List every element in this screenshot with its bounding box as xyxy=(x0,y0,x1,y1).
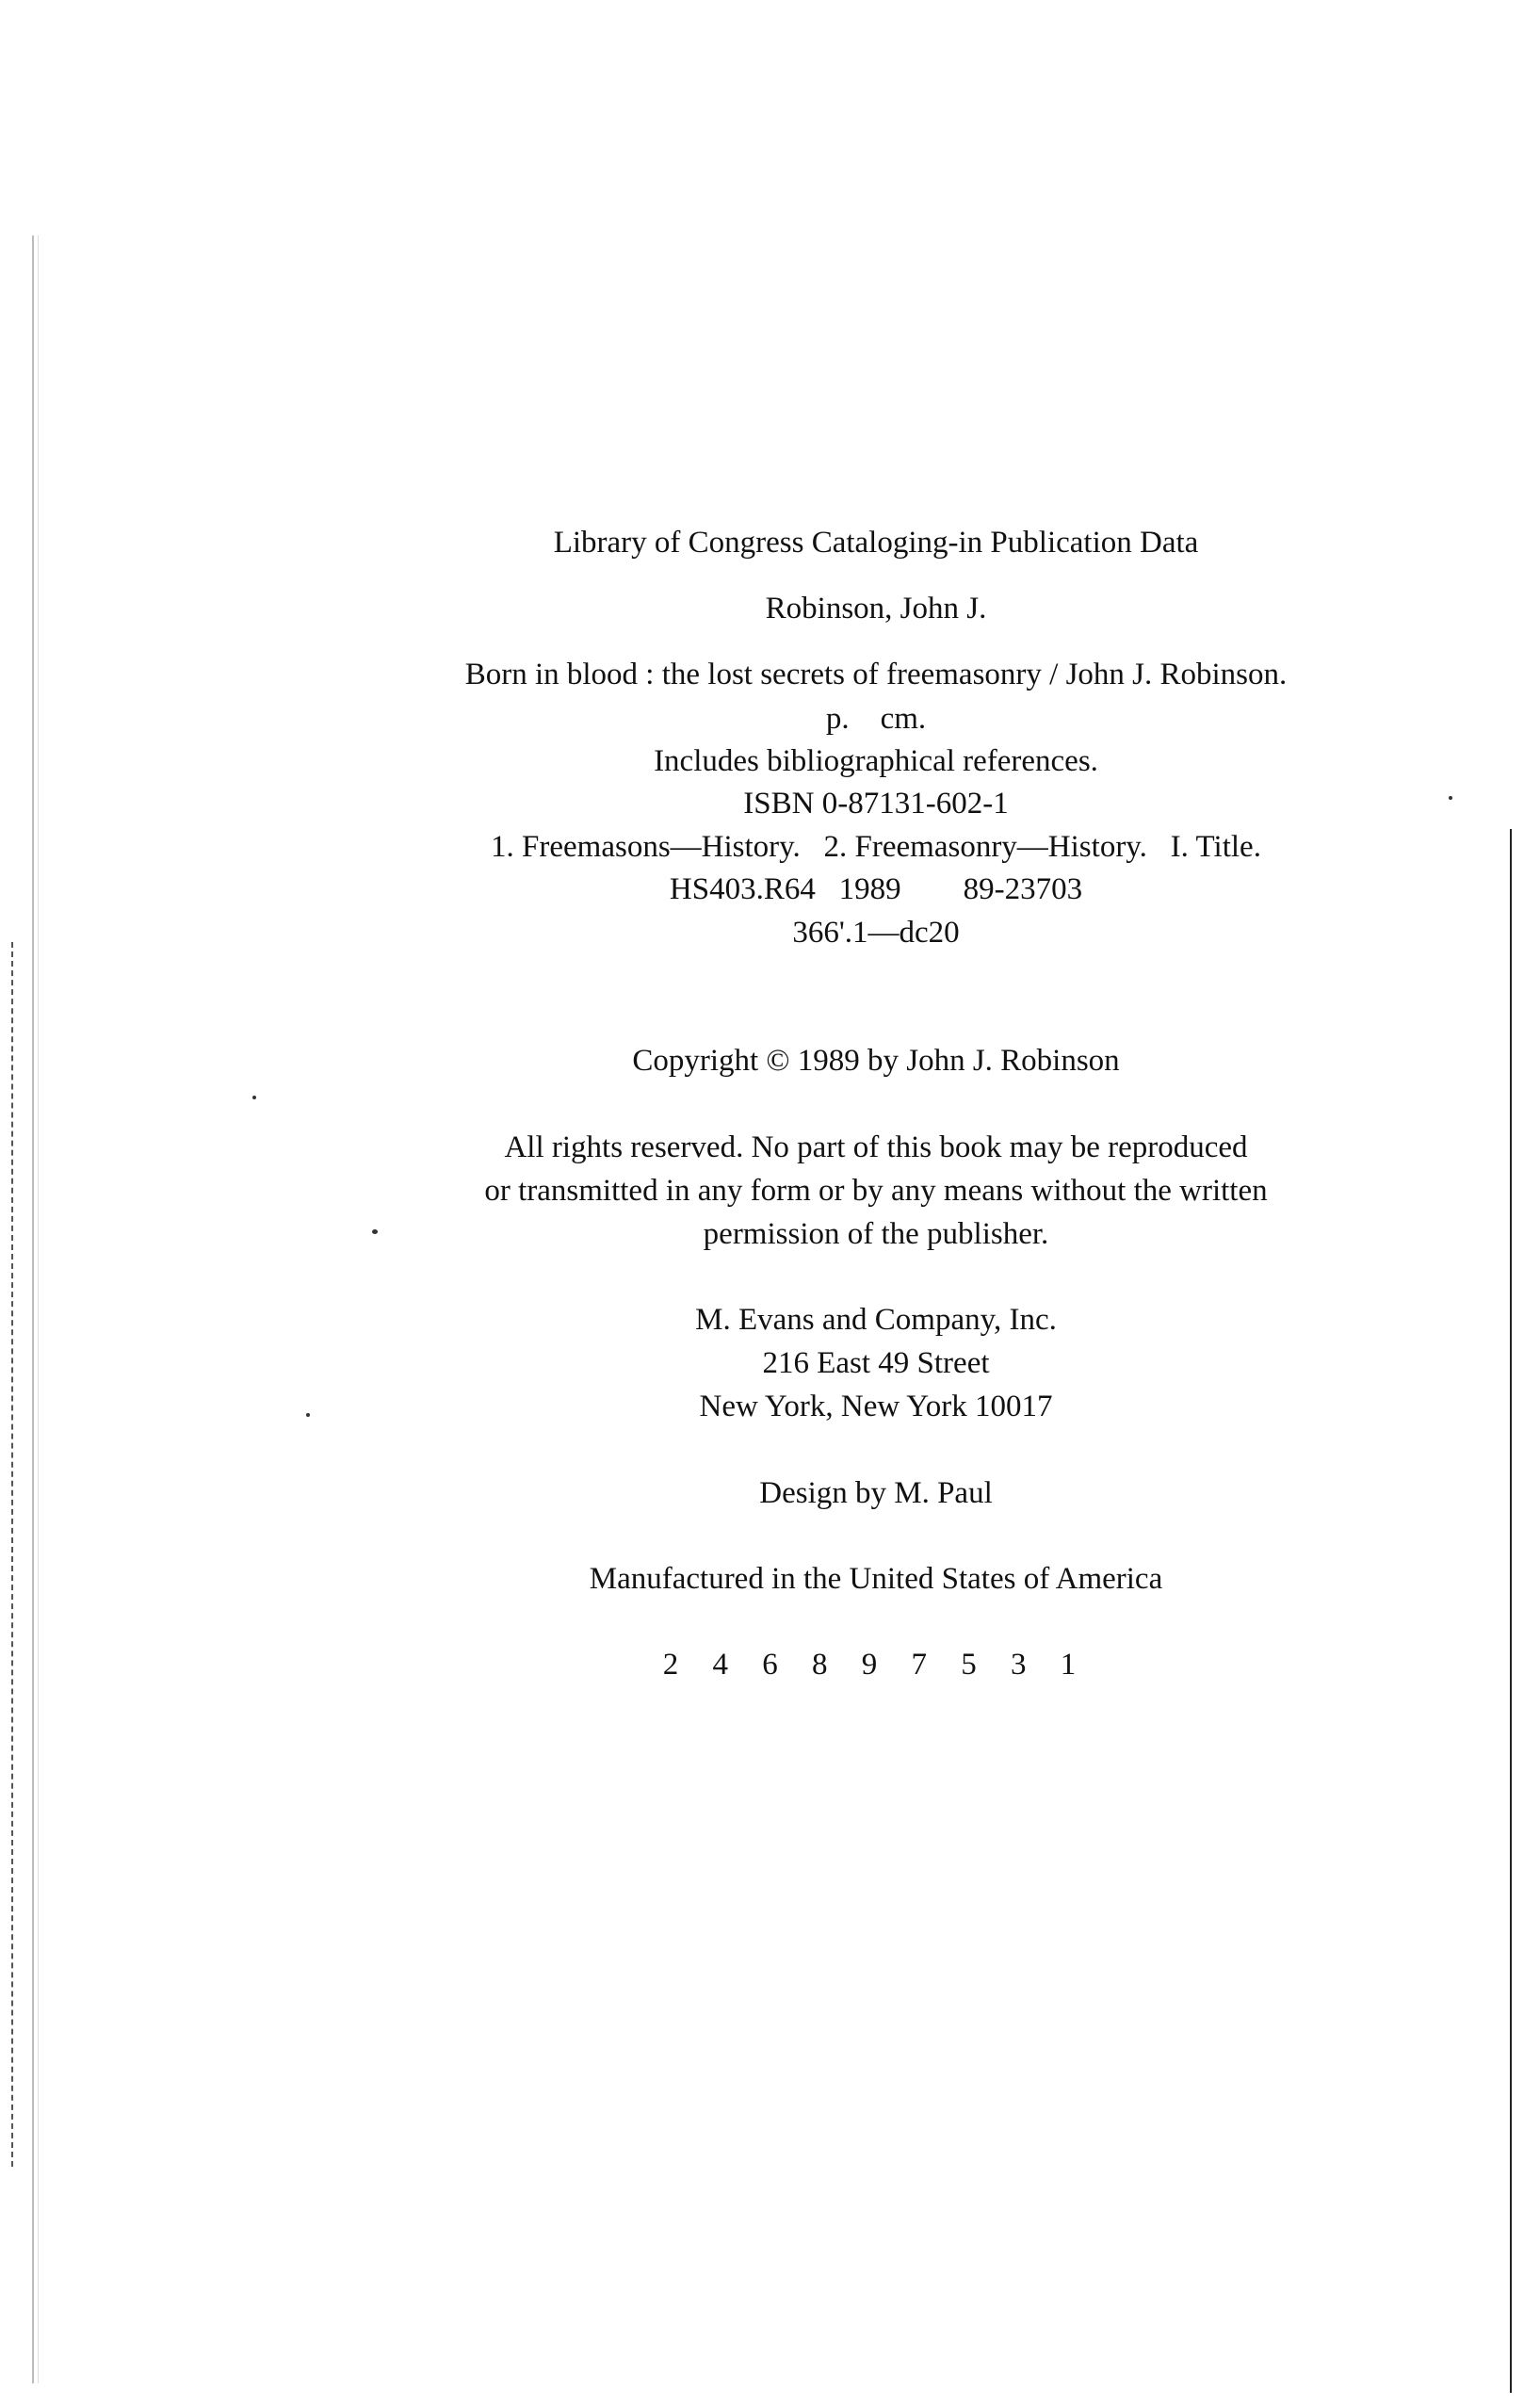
cip-author: Robinson, John J. xyxy=(765,592,987,626)
cip-title-line: Born in blood : the lost secrets of freemasonry / John J. Robinson. xyxy=(464,658,1288,691)
scan-speck xyxy=(306,1413,310,1417)
scan-speck xyxy=(252,1096,256,1099)
design-credit: Design by M. Paul xyxy=(759,1476,993,1510)
cip-notes: Includes bibliographical references. xyxy=(654,744,1098,778)
cip-isbn: ISBN 0-87131-602-1 xyxy=(743,787,1009,821)
scan-edge-left-marks xyxy=(11,942,16,2167)
scan-edge-left xyxy=(32,236,39,2383)
rights-line-2: or transmitted in any form or by any means without the written xyxy=(484,1174,1268,1208)
scan-edge-right xyxy=(1510,829,1512,2393)
manufactured-notice: Manufactured in the United States of America xyxy=(589,1562,1163,1596)
rights-line-1: All rights reserved. No part of this book may be reproduced xyxy=(504,1130,1248,1164)
cip-lc-call-number: HS403.R64 1989 89-23703 xyxy=(669,872,1083,906)
cip-heading: Library of Congress Cataloging-in Publication Data xyxy=(553,526,1199,560)
cip-collation: p. cm. xyxy=(825,702,927,736)
printing-line: 2 4 6 8 9 7 5 3 1 xyxy=(662,1648,1090,1682)
publisher-name: M. Evans and Company, Inc. xyxy=(695,1303,1057,1337)
copyright-notice: Copyright © 1989 by John J. Robinson xyxy=(632,1044,1120,1078)
publisher-city: New York, New York 10017 xyxy=(699,1390,1053,1423)
cip-subjects: 1. Freemasons—History. 2. Freemasonry—History. I. Title. xyxy=(491,830,1261,864)
publisher-street: 216 East 49 Street xyxy=(762,1346,990,1380)
scan-speck xyxy=(1449,796,1452,800)
cip-dewey-number: 366'.1—dc20 xyxy=(792,916,960,950)
rights-line-3: permission of the publisher. xyxy=(703,1217,1049,1251)
